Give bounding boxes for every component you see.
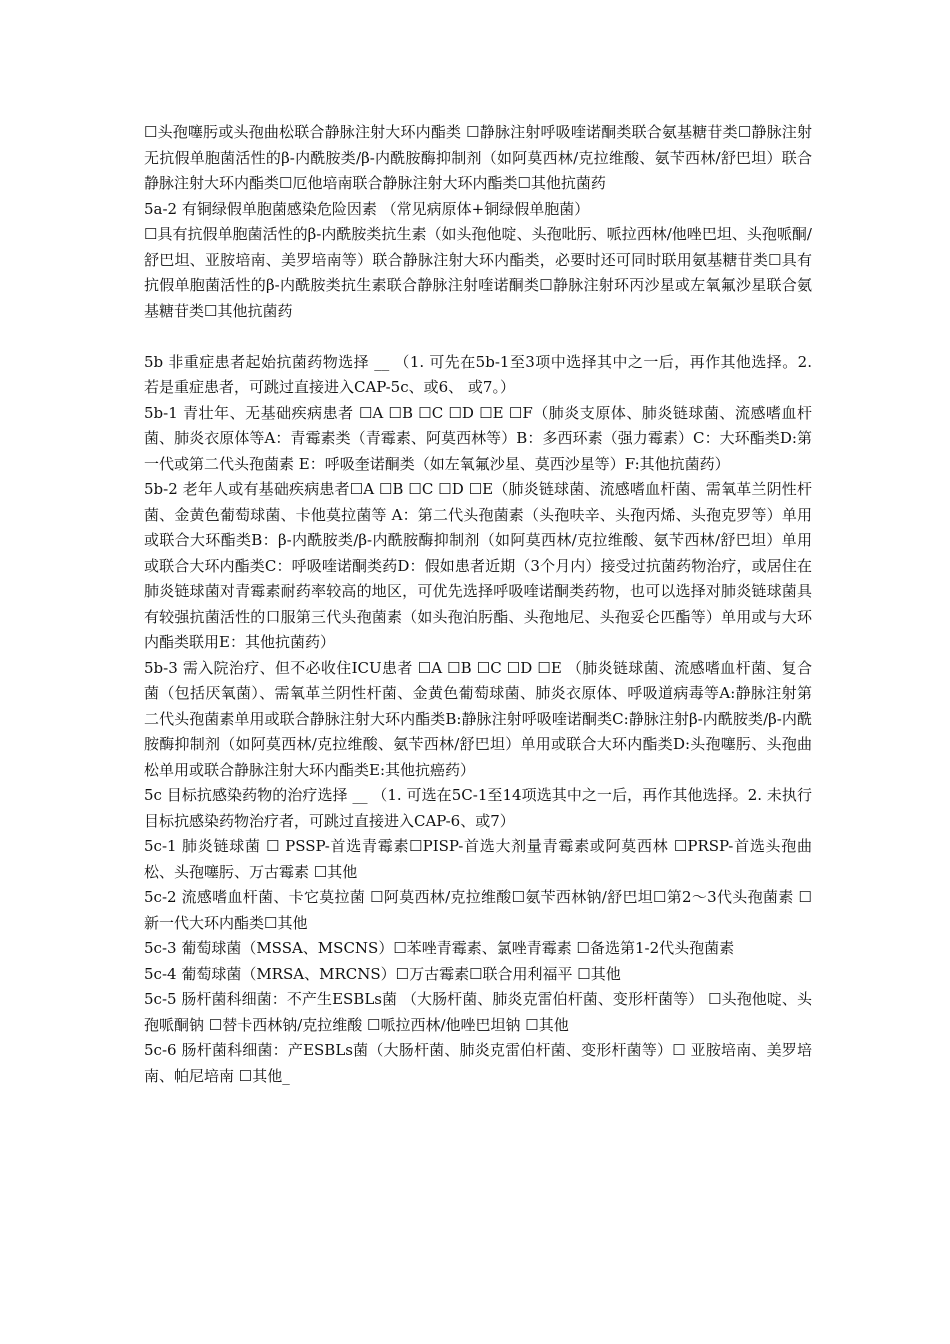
paragraph-5c-4: 5c-4 葡萄球菌（MRSA、MRCNS）☐万古霉素☐联合用利福平 ☐其他 bbox=[144, 964, 621, 983]
paragraph-5a1-options: ☐头孢噻肟或头孢曲松联合静脉注射大环内酯类 ☐静脉注射呼吸喹诺酮类联合氨基糖苷类☐静脉注射无抗假单胞菌活性的β-内酰胺类/β-内酰胺酶抑制剂（如阿莫西林/克拉维酸、氨苄西林/舒巴坦）联合静脉注射大环内酯类☐厄他培南联合静脉注射大环内酯类☐其他抗菌药 bbox=[144, 123, 812, 192]
paragraph-5b-2: 5b-2 老年人或有基础疾病患者☐A ☐B ☐C ☐D ☐E（肺炎链球菌、流感嗜血杆菌、需氧革兰阴性杆菌、金黄色葡萄球菌、卡他莫拉菌等 A：第二代头孢菌素（头孢呋辛、头孢丙烯、头孢克罗等）单用或联合大环酯类B：β-内酰胺类/β-内酰胺酶抑制剂（如阿莫西林/克拉维酸、氨苄西林/舒巴坦）单用或联合大环内酯类C：呼吸喹诺酮类药D：假如患者近期（3个月内）接受过抗菌药物治疗，或居住在肺炎链球菌对青霉素耐药率较高的地区，可优先选择呼吸喹诺酮类药物，也可以选择对肺炎链球菌具有较强抗菌活性的口服第三代头孢菌素（如头孢泊肟酯、头孢地尼、头孢妥仑匹酯等）单用或与大环内酯类联用E：其他抗菌药） bbox=[144, 480, 812, 651]
paragraph-5c-1: 5c-1 肺炎链球菌 ☐ PSSP-首选青霉素☐PISP-首选大剂量青霉素或阿莫西林 ☐PRSP-首选头孢曲松、头孢噻肟、万古霉素 ☐其他 bbox=[144, 837, 812, 881]
paragraph-5c-2: 5c-2 流感嗜血杆菌、卡它莫拉菌 ☐阿莫西林/克拉维酸☐氨苄西林钠/舒巴坦☐第2～3代头孢菌素 ☐新一代大环内酯类☐其他 bbox=[144, 888, 812, 932]
heading-5a-2: 5a-2 有铜绿假单胞菌感染危险因素 （常见病原体+铜绿假单胞菌） bbox=[144, 199, 590, 218]
paragraph-5a2-options: ☐具有抗假单胞菌活性的β-内酰胺类抗生素（如头孢他啶、头孢吡肟、哌拉西林/他唑巴坦、头孢哌酮/舒巴坦、亚胺培南、美罗培南等）联合静脉注射大环内酯类，必要时还可同时联用氨基糖苷类☐具有抗假单胞菌活性的β-内酰胺类抗生素联合静脉注射喹诺酮类☐静脉注射环丙沙星或左氧氟沙星联合氨基糖苷类☐其他抗菌药 bbox=[144, 225, 812, 320]
heading-5b: 5b 非重症患者起始抗菌药物选择 __ （1. 可先在5b-1至3项中选择其中之一后，再作其他选择。2. 若是重症患者，可跳过直接进入CAP-5c、或6、 或7。） bbox=[144, 352, 812, 396]
paragraph-5c-5: 5c-5 肠杆菌科细菌：不产生ESBLs菌 （大肠杆菌、肺炎克雷伯杆菌、变形杆菌等） ☐头孢他啶、头孢哌酮钠 ☐替卡西林钠/克拉维酸 ☐哌拉西林/他唑巴坦钠 ☐其他 bbox=[144, 990, 813, 1034]
paragraph-5c-6: 5c-6 肠杆菌科细菌：产ESBLs菌（大肠杆菌、肺炎克雷伯杆菌、变形杆菌等）☐ 亚胺培南、美罗培南、帕尼培南 ☐其他_ bbox=[144, 1041, 812, 1085]
paragraph-5c-3: 5c-3 葡萄球菌（MSSA、MSCNS）☐苯唑青霉素、氯唑青霉素 ☐备选第1-2代头孢菌素 bbox=[144, 939, 735, 957]
paragraph-5b-3: 5b-3 需入院治疗、但不必收住ICU患者 ☐A ☐B ☐C ☐D ☐E （肺炎链球菌、流感嗜血杆菌、复合菌（包括厌氧菌）、需氧革兰阴性杆菌、金黄色葡萄球菌、肺炎衣原体、呼吸道病毒等A:静脉注射第二代头孢菌素单用或联合静脉注射大环内酯类B:静脉注射呼吸喹诺酮类C:静脉注射β-内酰胺类/β-内酰胺酶抑制剂（如阿莫西林/克拉维酸、氨苄西林/舒巴坦）单用或联合大环内酯类D:头孢噻肟、头孢曲松单用或联合静脉注射大环内酯类E:其他抗癌药） bbox=[144, 658, 812, 779]
heading-5c: 5c 目标抗感染药物的治疗选择 __ （1. 可选在5C-1至14项选其中之一后，再作其他选择。2. 未执行目标抗感染药物治疗者，可跳过直接进入CAP-6、或7） bbox=[144, 786, 812, 830]
paragraph-5b-1: 5b-1 青壮年、无基础疾病患者 ☐A ☐B ☐C ☐D ☐E ☐F（肺炎支原体、肺炎链球菌、流感嗜血杆菌、肺炎衣原体等A：青霉素类（青霉素、阿莫西林等）B：多西环素（强力霉素）C：大环酯类D:第一代或第二代头孢菌素 E：呼吸奎诺酮类（如左氧氟沙星、莫西沙星等）F:其他抗菌药） bbox=[144, 403, 812, 473]
blank-line bbox=[144, 324, 812, 350]
document-page bbox=[144, 120, 812, 1089]
